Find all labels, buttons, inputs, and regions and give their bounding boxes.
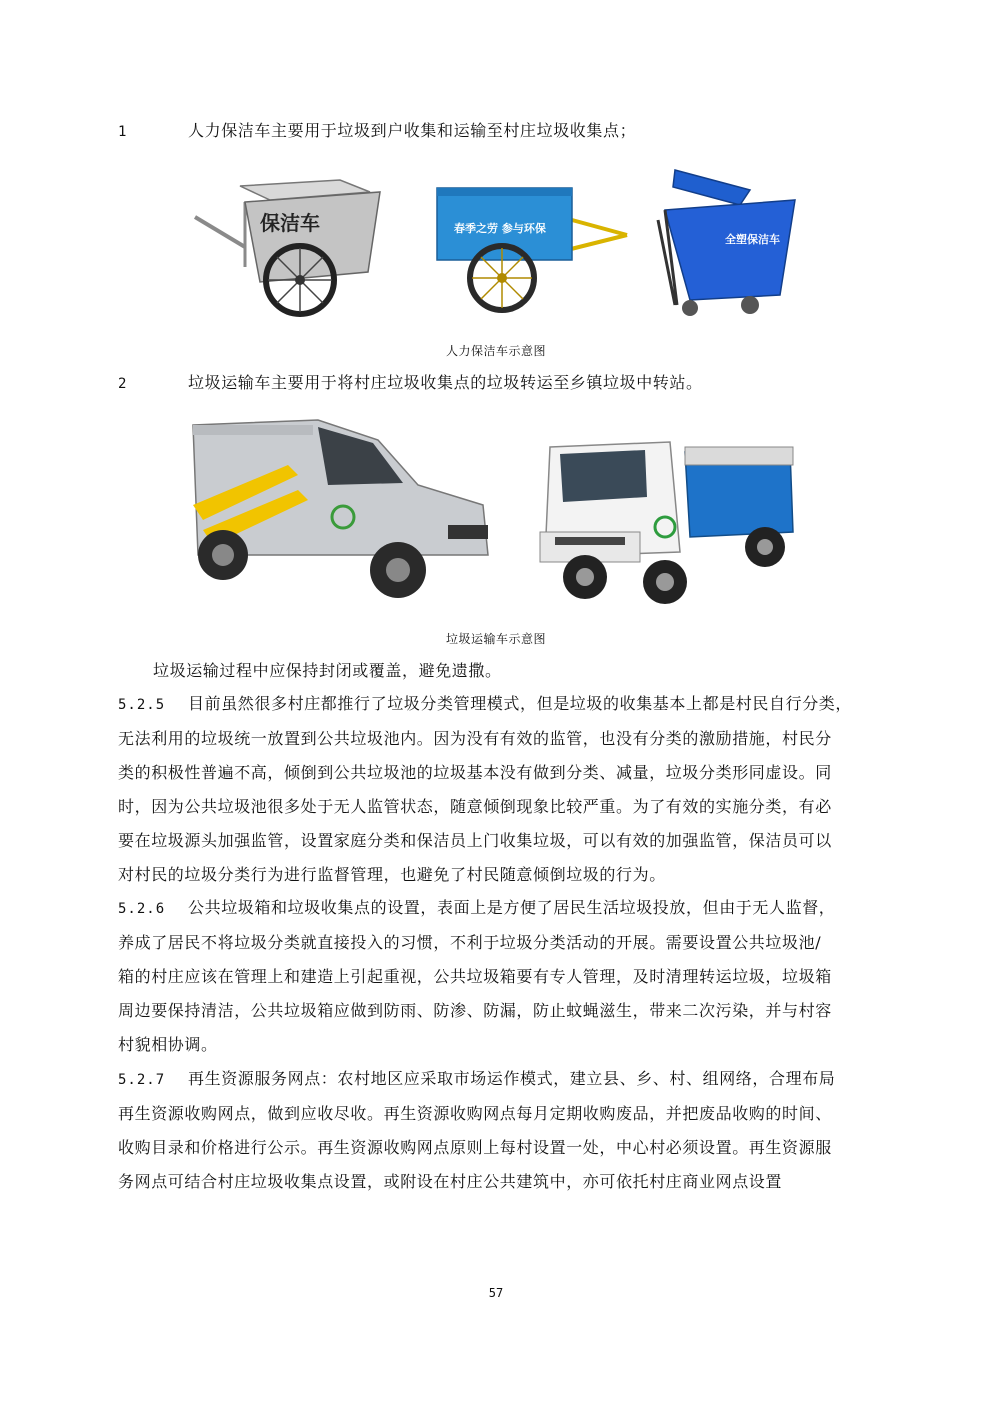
section-number: 5.2.5 <box>118 697 166 713</box>
paragraph-line: 务网点可结合村庄垃圾收集点设置，或附设在村庄公共建筑中，亦可依托村庄商业网点设置 <box>118 1172 783 1191</box>
paragraph-line: 养成了居民不将垃圾分类就直接投入的习惯，不利于垃圾分类活动的开展。需要设置公共垃圾池/ <box>118 933 822 952</box>
paragraph-line: 无法利用的垃圾统一放置到公共垃圾池内。因为没有有效的监管，也没有分类的激励措施，村民分 <box>118 729 832 748</box>
paragraph-line: 再生资源收购网点，做到应收尽收。再生资源收购网点每月定期收购废品，并把废品收购的时间、 <box>118 1104 832 1123</box>
paragraph-line: 再生资源服务网点：农村地区应采取市场运作模式，建立县、乡、村、组网络，合理布局 <box>188 1069 836 1088</box>
paragraph-line: 类的积极性普遍不高，倾倒到公共垃圾池的垃圾基本没有做到分类、减量，垃圾分类形同虚设。同 <box>118 763 832 782</box>
cart-image-plastic <box>655 165 805 320</box>
cart-label-1: 保洁车 <box>260 211 320 235</box>
paragraph-line: 收购目录和价格进行公示。再生资源收购网点原则上每村设置一处，中心村必须设置。再生资源服 <box>118 1138 832 1157</box>
cart-label-3: 全塑保洁车 <box>725 233 780 246</box>
truck-image-van <box>178 405 493 605</box>
cart-image-steel <box>190 172 395 322</box>
paragraph-line: 要在垃圾源头加强监管，设置家庭分类和保洁员上门收集垃圾，可以有效的加强监管，保洁员可以 <box>118 831 832 850</box>
section-5-2-7 <box>118 1062 878 1199</box>
note-text: 垃圾运输过程中应保持封闭或覆盖，避免遗撒。 <box>153 661 502 680</box>
paragraph-line: 公共垃圾箱和垃圾收集点的设置，表面上是方便了居民生活垃圾投放，但由于无人监督， <box>188 898 836 917</box>
section-number: 5.2.7 <box>118 1072 166 1088</box>
item-number: 2 <box>118 376 128 392</box>
figure-1-caption: 人力保洁车示意图 <box>445 344 546 358</box>
paragraph-line: 周边要保持清洁，公共垃圾箱应做到防雨、防渗、防漏，防止蚊蝇滋生，带来二次污染，并与村容 <box>118 1001 832 1020</box>
figure-2-caption: 垃圾运输车示意图 <box>445 632 546 646</box>
list-item-1 <box>118 121 878 142</box>
item-number: 1 <box>118 124 128 140</box>
paragraph-line: 村貌相协调。 <box>118 1035 218 1054</box>
item-text: 人力保洁车主要用于垃圾到户收集和运输至村庄垃圾收集点； <box>188 121 637 140</box>
section-number: 5.2.6 <box>118 901 166 917</box>
paragraph-line: 时，因为公共垃圾池很多处于无人监管状态，随意倾倒现象比较严重。为了有效的实施分类，有必 <box>118 797 832 816</box>
page-number: 57 <box>488 1286 504 1300</box>
cart-image-blue <box>432 180 632 320</box>
item-text: 垃圾运输车主要用于将村庄垃圾收集点的垃圾转运至乡镇垃圾中转站。 <box>188 373 703 392</box>
paragraph-line: 对村民的垃圾分类行为进行监督管理，也避免了村民随意倾倒垃圾的行为。 <box>118 865 666 884</box>
section-5-2-5 <box>118 687 878 892</box>
paragraph-line: 箱的村庄应该在管理上和建造上引起重视，公共垃圾箱要有专人管理，及时清理转运垃圾，垃圾箱 <box>118 967 832 986</box>
truck-image-hooklift <box>515 432 800 607</box>
cart-label-2: 春季之劳 参与环保 <box>454 222 546 235</box>
paragraph-line: 目前虽然很多村庄都推行了垃圾分类管理模式，但是垃圾的收集基本上都是村民自行分类， <box>188 694 853 713</box>
section-5-2-6 <box>118 891 878 1062</box>
list-item-2 <box>118 373 878 394</box>
